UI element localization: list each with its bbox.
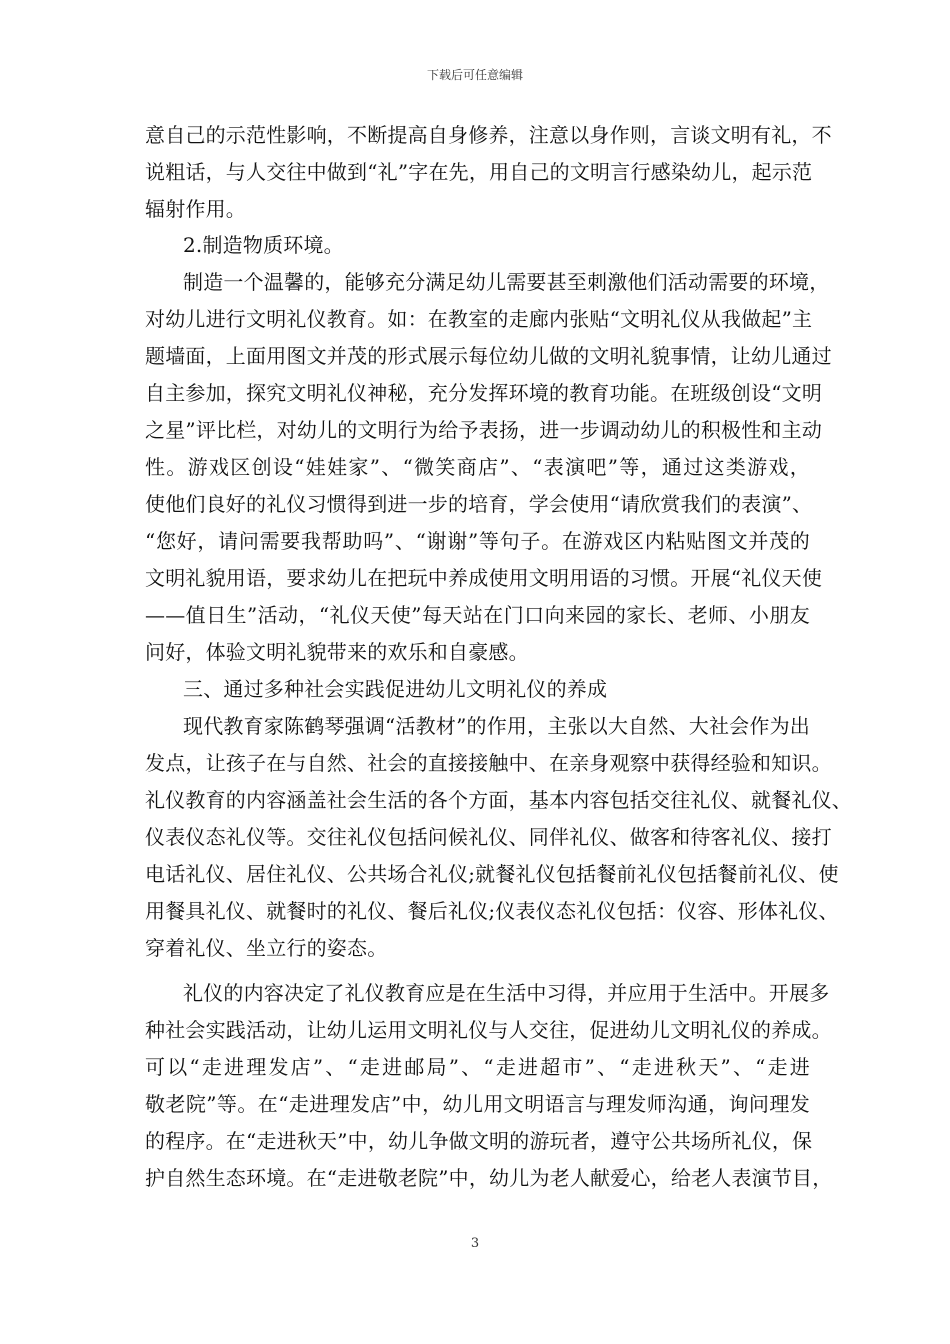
text-line: 辐射作用。: [145, 197, 246, 221]
text-line: 发点，让孩子在与自然、社会的直接接触中、在亲身观察中获得经验和知识。: [145, 751, 832, 775]
text-line: 用餐具礼仪、就餐时的礼仪、餐后礼仪;仪表仪态礼仪包括：仪容、形体礼仪、: [145, 899, 839, 923]
text-line: 问好，体验文明礼貌带来的欢乐和自豪感。: [145, 640, 529, 664]
text-line: 礼仪教育的内容涵盖社会生活的各个方面，基本内容包括交往礼仪、就餐礼仪、: [145, 788, 852, 812]
text-line: 意自己的示范性影响，不断提高自身修养，注意以身作则，言谈文明有礼，不: [145, 123, 832, 147]
text-line: 说粗话，与人交往中做到“礼”字在先，用自己的文明言行感染幼儿，起示范: [145, 160, 813, 184]
text-line: 自主参加，探究文明礼仪神秘，充分发挥环境的教育功能。在班级创设“文明: [145, 381, 823, 405]
text-line: 可以“走进理发店”、“走进邮局”、“走进超市”、“走进秋天”、“走进: [145, 1055, 810, 1079]
text-line: 文明礼貌用语，要求幼儿在把玩中养成使用文明用语的习惯。开展“礼仪天使: [145, 566, 823, 590]
page-header: 下载后可任意编辑: [426, 68, 523, 82]
text-line: 性。游戏区创设“娃娃家”、“微笑商店”、“表演吧”等，通过这类游戏，: [145, 455, 810, 479]
text-line: ——值日生”活动，“礼仪天使”每天站在门口向来园的家长、老师、小朋友: [145, 603, 810, 627]
section-heading: 2.制造物质环境。: [183, 233, 344, 257]
page-number: 3: [470, 1236, 480, 1251]
text-line: 之星”评比栏，对幼儿的文明行为给予表扬，进一步调动幼儿的积极性和主动: [145, 418, 823, 442]
text-line: 的程序。在“走进秋天”中，幼儿争做文明的游玩者，遵守公共场所礼仪，保: [145, 1129, 813, 1153]
text-line: 电话礼仪、居住礼仪、公共场合礼仪;就餐礼仪包括餐前礼仪包括餐前礼仪、使: [145, 862, 839, 886]
text-line: 现代教育家陈鹤琴强调“活教材”的作用，主张以大自然、大社会作为出: [183, 714, 810, 738]
text-line: 题墙面，上面用图文并茂的形式展示每位幼儿做的文明礼貌事情，让幼儿通过: [145, 344, 832, 368]
text-line: 穿着礼仪、坐立行的姿态。: [145, 936, 388, 960]
text-line: 仪表仪态礼仪等。交往礼仪包括问候礼仪、同伴礼仪、做客和待客礼仪、接打: [145, 825, 832, 849]
text-line: 护自然生态环境。在“走进敬老院”中，幼儿为老人献爱心，给老人表演节目，: [145, 1166, 833, 1190]
text-line: “您好，请问需要我帮助吗”、“谢谢”等句子。在游戏区内粘贴图文并茂的: [145, 529, 810, 553]
text-line: 制造一个温馨的，能够充分满足幼儿需要甚至刺激他们活动需要的环境，: [183, 270, 830, 294]
text-line: 对幼儿进行文明礼仪教育。如：在教室的走廊内张贴“文明礼仪从我做起”主: [145, 307, 813, 331]
section-heading: 三、通过多种社会实践促进幼儿文明礼仪的养成: [183, 677, 608, 701]
text-line: 敬老院”等。在“走进理发店”中，幼儿用文明语言与理发师沟通，询问理发: [145, 1092, 810, 1116]
text-line: 礼仪的内容决定了礼仪教育应是在生活中习得，并应用于生活中。开展多: [183, 981, 830, 1005]
text-line: 种社会实践活动，让幼儿运用文明礼仪与人交往，促进幼儿文明礼仪的养成。: [145, 1018, 832, 1042]
text-line: 使他们良好的礼仪习惯得到进一步的培育，学会使用“请欣赏我们的表演”、: [145, 492, 813, 516]
